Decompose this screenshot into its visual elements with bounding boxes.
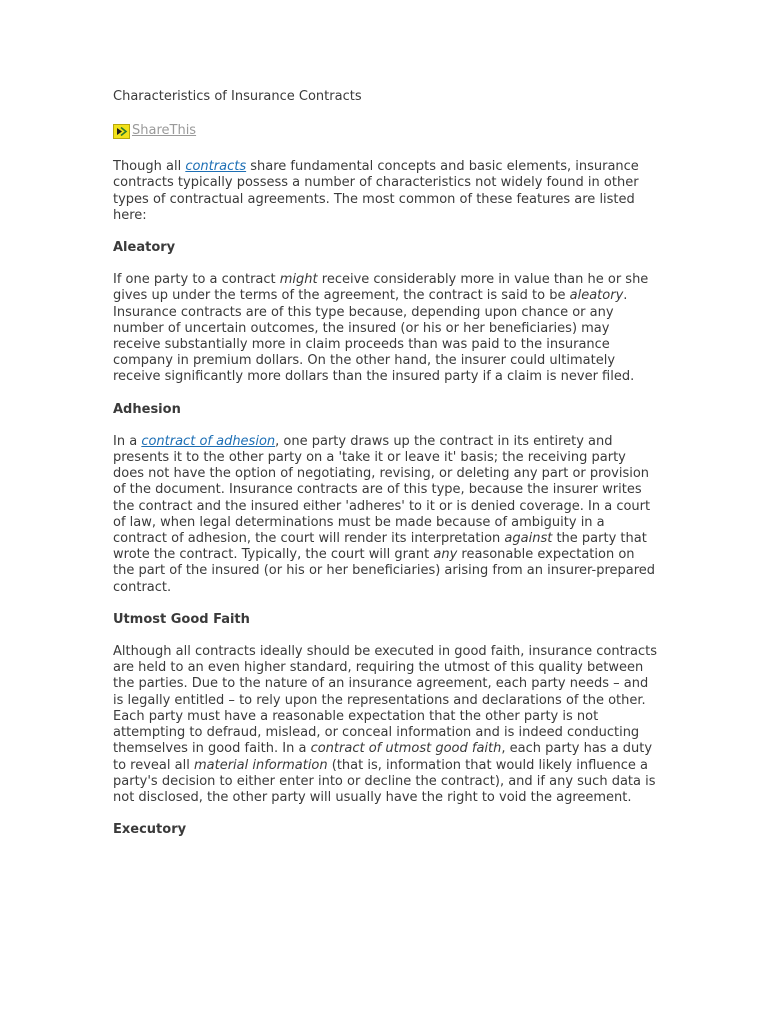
document-page bbox=[113, 89, 658, 838]
aleatory-paragraph: If one party to a contract might receive considerably more in value than he or she gives up under the terms of the agreement, the contract is said to be aleatory. Insurance contracts are of this type because, depending upon chance or any number of uncertain outcomes, the insured (or his or her beneficiaries) may receive substantially more in claim proceeds than was paid to the insurance company in premium dollars. On the other hand, the insurer could ultimately receive significantly more dollars than the insured party if a claim is never filed. bbox=[113, 272, 649, 385]
document-title: Characteristics of Insurance Contracts bbox=[113, 89, 362, 104]
section-heading-adhesion: Adhesion bbox=[113, 401, 181, 417]
section-heading-executory: Executory bbox=[113, 822, 187, 838]
contracts-link[interactable]: contracts bbox=[185, 159, 247, 175]
contract-of-adhesion-link[interactable]: contract of adhesion bbox=[141, 433, 276, 449]
adhesion-paragraph: In a contract of adhesion, one party draws up the contract in its entirety and presents it to the other party on a 'take it or leave it' basis; the receiving party does not have the option of negotiating, revising, or deleting any part or provision of the document. Insurance contracts are of this type, because the insurer writes the contract and the insured either 'adheres' to it or is denied coverage. In a court of law, when legal determinations must be made because of ambiguity in a contract of adhesion, the court will render its interpretation against the party that wrote the contract. Typically, the court will grant any reasonable expectation on the part of the insured (or his or her beneficiaries) arising from an insurer-prepared contract. bbox=[113, 433, 656, 595]
share-this-link[interactable]: ShareThis bbox=[132, 123, 197, 139]
intro-paragraph: Though all contracts share fundamental concepts and basic elements, insurance contracts typically possess a number of characteristics not widely found in other types of contractual agreements. The most common of these features are listed here: bbox=[113, 159, 639, 223]
share-this-icon[interactable] bbox=[113, 124, 130, 139]
utmost-good-faith-paragraph: Although all contracts ideally should be executed in good faith, insurance contracts are held to an even higher standard, requiring the utmost of this quality between the parties. Due to the nature of an insurance agreement, each party needs – and is legally entitled – to rely upon the representations and declarations of the other. Each party must have a reasonable expectation that the other party is not attempting to defraud, mislead, or conceal information and is indeed conducting themselves in good faith. In a contract of utmost good faith, each party has a duty to reveal all material information (that is, information that would likely influence a party's decision to either enter into or decline the contract), and if any such data is not disclosed, the other party will usually have the right to void the agreement. bbox=[113, 644, 658, 805]
section-heading-aleatory: Aleatory bbox=[113, 240, 176, 256]
section-heading-utmost-good-faith: Utmost Good Faith bbox=[113, 611, 250, 627]
share-this[interactable] bbox=[113, 122, 658, 140]
